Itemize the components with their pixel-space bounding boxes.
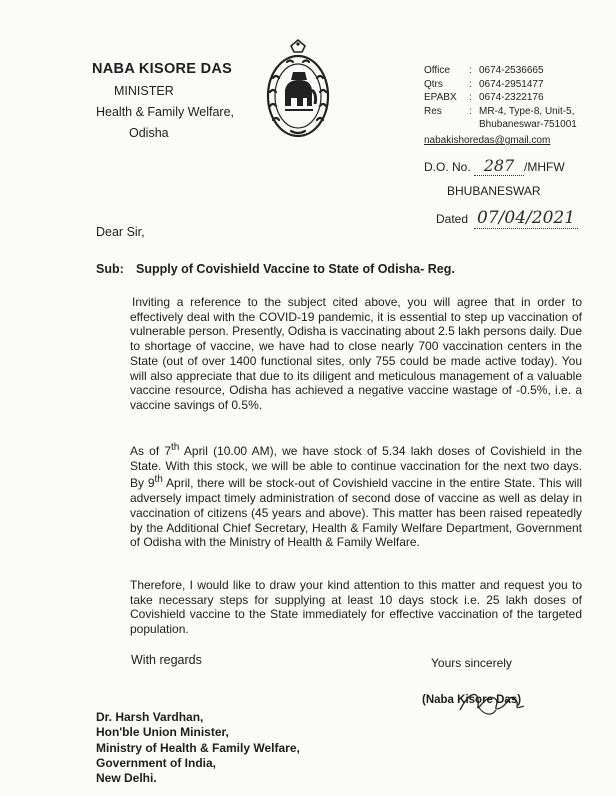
do-number-line bbox=[424, 156, 565, 176]
contact-sep: : bbox=[469, 65, 472, 76]
recipient-line: New Delhi. bbox=[96, 771, 157, 786]
contact-label: Office bbox=[424, 65, 450, 76]
contact-value: MR-4, Type-8, Unit-5, bbox=[479, 105, 575, 117]
contact-label bbox=[424, 118, 469, 132]
recipient-line: Dr. Harsh Vardhan, bbox=[96, 710, 204, 724]
recipient-line: Government of India, bbox=[96, 755, 217, 770]
subject-text: Supply of Covishield Vaccine to State of Odisha- Reg. bbox=[136, 262, 455, 276]
contact-value: 0674-2536665 bbox=[479, 65, 544, 76]
contact-label: EPABX bbox=[424, 92, 457, 104]
odisha-emblem-icon bbox=[261, 38, 335, 142]
p2-rest: April (10.00 AM), we have stock of 5.34 lakh doses of Covishield in the State. With this stock, we will be able to continue vaccination for the next two days. By 9 bbox=[130, 444, 582, 491]
contact-label: Res bbox=[424, 105, 442, 117]
sender-title: MINISTER bbox=[114, 84, 174, 98]
contact-value: 0674-2322176 bbox=[479, 92, 544, 104]
p2-ordinal: th bbox=[171, 442, 180, 453]
recipient-line: Ministry of Health & Family Welfare, bbox=[96, 740, 300, 755]
body-paragraph-3: Therefore, I would like to draw your kind attention to this matter and request you to take necessary steps for supplying at least 10 days stock i.e. 25 lakh doses of Covishield vaccine to the State immediately for effective vaccination of the targeted population. bbox=[130, 578, 582, 637]
p2-ordinal-2: th bbox=[154, 474, 163, 486]
sender-department: Health & Family Welfare, bbox=[96, 105, 235, 119]
body-paragraph-2 bbox=[130, 441, 582, 550]
sender-state: Odisha bbox=[129, 126, 169, 140]
contact-value: 0674-2951477 bbox=[479, 78, 544, 90]
contact-label: Qtrs bbox=[424, 78, 443, 90]
p2-rest-2: April, there will be stock-out of Covishield vaccine in the entire State. This will adversely impact timely administration of second dose of vaccine as well as delay in vaccination of citizens (45 years and above). This matter has been raised repeatedly by the Additional Chief Secretary, Health & Family Welfare Department, Government of Odisha with the Ministry of Health & Family Welfare. bbox=[130, 476, 583, 550]
signatory-name: (Naba Kisore Das) bbox=[422, 694, 522, 706]
contact-sep: : bbox=[469, 92, 472, 104]
city: BHUBANESWAR bbox=[447, 184, 541, 198]
do-number: 287 bbox=[474, 156, 524, 176]
subject-label: Sub: bbox=[96, 262, 124, 276]
contact-sep: : bbox=[469, 78, 472, 90]
regards: With regards bbox=[131, 653, 202, 667]
contact-table bbox=[424, 64, 577, 132]
contact-value: Bhubaneswar-751001 bbox=[479, 119, 577, 131]
p2-prefix: As of 7 bbox=[130, 444, 172, 458]
contact-row-office bbox=[424, 64, 577, 78]
contact-sep bbox=[469, 118, 479, 132]
contact-row-res-2 bbox=[424, 118, 577, 132]
date-line bbox=[436, 208, 578, 229]
recipient-line: Hon'ble Union Minister, bbox=[96, 725, 229, 740]
contact-row-qtrs bbox=[424, 78, 577, 92]
recipient-address bbox=[96, 710, 300, 786]
closing: Yours sincerely bbox=[431, 656, 512, 670]
contact-row-epabx bbox=[424, 91, 577, 105]
subject-line bbox=[96, 262, 455, 276]
do-prefix: D.O. No. bbox=[424, 160, 471, 174]
date-value: 07/04/2021 bbox=[474, 208, 578, 229]
sender-name: NABA KISORE DAS bbox=[92, 61, 233, 77]
body-paragraph-1: Inviting a reference to the subject cited above, you will agree that in order to effectively deal with the COVID-19 pandemic, it is essential to step up vaccination of vulnerable person. Presently, Odisha is vaccinating about 2.5 lakh persons daily. Due to shortage of vaccine, we have had to close nearly 700 vaccination centers in the State (out of over 1400 functional sites, only 755 could be made active today). You will also appreciate that due to its diligent and meticulous management of a valuable vaccine resource, Odisha has achieved a negative vaccine wastage of -0.5%, i.e. a vaccine savings of 0.5%. bbox=[130, 295, 582, 412]
contact-row-res bbox=[424, 105, 577, 119]
contact-sep: : bbox=[469, 105, 472, 117]
do-suffix: /MHFW bbox=[524, 160, 565, 174]
salutation: Dear Sir, bbox=[96, 225, 145, 239]
sender-email: nabakishoredas@gmail.com bbox=[424, 135, 551, 146]
date-label: Dated bbox=[436, 212, 469, 226]
